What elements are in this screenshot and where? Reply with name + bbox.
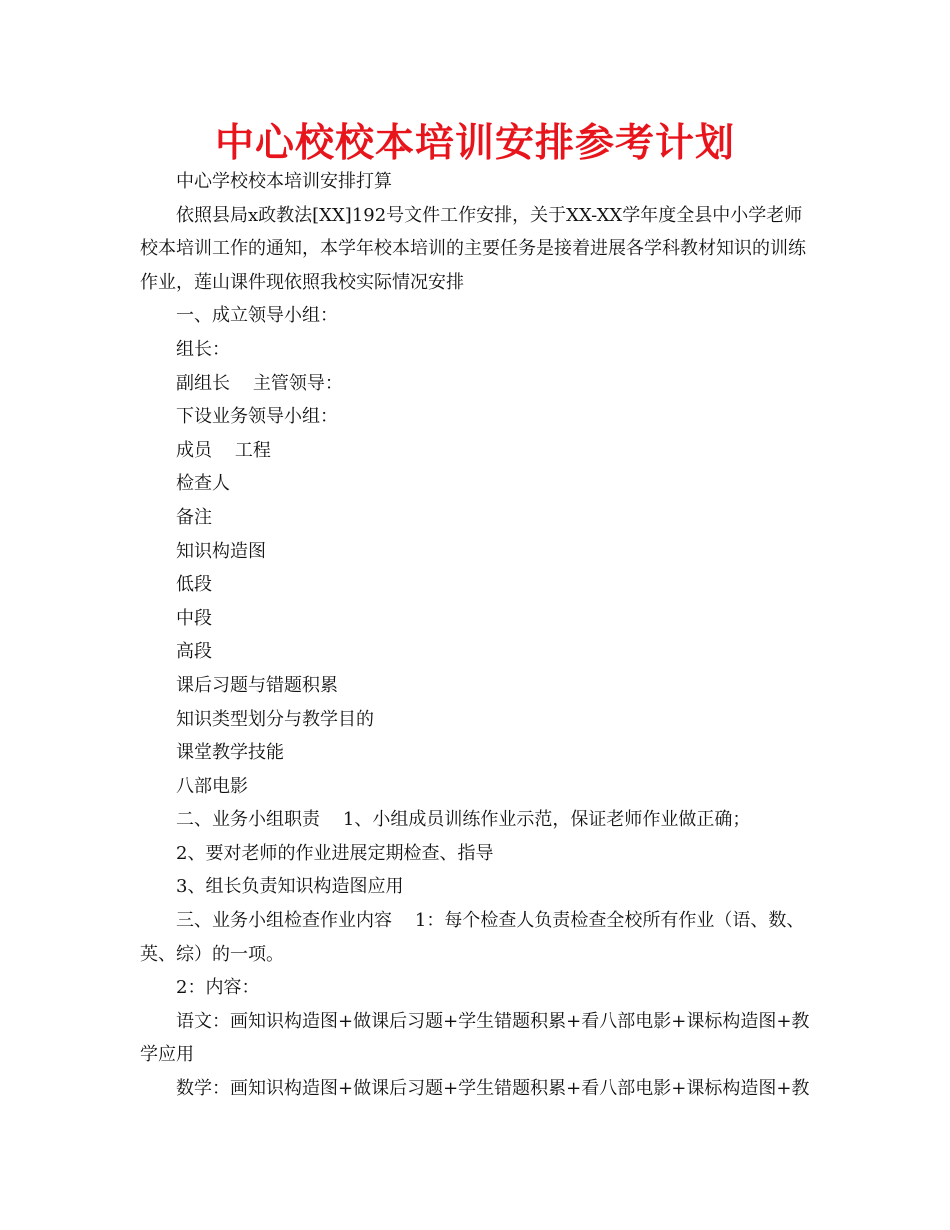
body-paragraph: 3、组长负责知识构造图应用	[176, 876, 404, 898]
body-paragraph: 2、要对老师的作业进展定期检查、指导	[176, 842, 494, 864]
body-paragraph: 知识构造图	[176, 540, 266, 562]
body-paragraph: 低段	[176, 574, 212, 596]
body-paragraph: 一、成立领导小组：	[176, 305, 338, 327]
body-paragraph: 语文：画知识构造图+做课后习题+学生错题积累+看八部电影+课标构造图+教学应用	[140, 1010, 810, 1066]
body-paragraph: 数学：画知识构造图+做课后习题+学生错题积累+看八部电影+课标构造图+教	[176, 1078, 810, 1100]
body-paragraph: 课堂教学技能	[176, 742, 284, 764]
document-body	[140, 165, 812, 1106]
body-paragraph: 下设业务领导小组：	[176, 406, 338, 428]
body-paragraph: 2：内容：	[176, 977, 260, 999]
body-paragraph: 八部电影	[176, 775, 248, 797]
body-paragraph: 检查人	[176, 473, 230, 495]
body-paragraph: 副组长 主管领导：	[176, 372, 343, 394]
document-title: 中心校校本培训安排参考计划	[214, 121, 735, 166]
body-paragraph: 三、业务小组检查作业内容 1：每个检查人负责检查全校所有作业（语、数、英、综）的一项。	[140, 910, 805, 965]
body-paragraph: 备注	[176, 506, 212, 528]
body-paragraph: 中心学校校本培训安排打算	[176, 171, 392, 192]
body-paragraph: 中段	[176, 607, 212, 629]
body-paragraph: 成员 工程	[176, 439, 271, 461]
body-paragraph: 课后习题与错题积累	[176, 674, 338, 696]
body-paragraph: 组长：	[176, 338, 230, 360]
body-paragraph: 二、业务小组职责 1、小组成员训练作业示范，保证老师作业做正确；	[176, 809, 751, 831]
body-paragraph: 高段	[176, 641, 212, 663]
body-paragraph: 依照县局x政教法[XX]192号文件工作安排，关于XX-XX学年度全县中小学老师校本培训工作的通知，本学年校本培训的主要任务是接着进展各学科教材知识的训练作业，莲山课件现依照我校实际情况安排	[140, 204, 806, 293]
body-paragraph: 知识类型划分与教学目的	[176, 708, 374, 730]
